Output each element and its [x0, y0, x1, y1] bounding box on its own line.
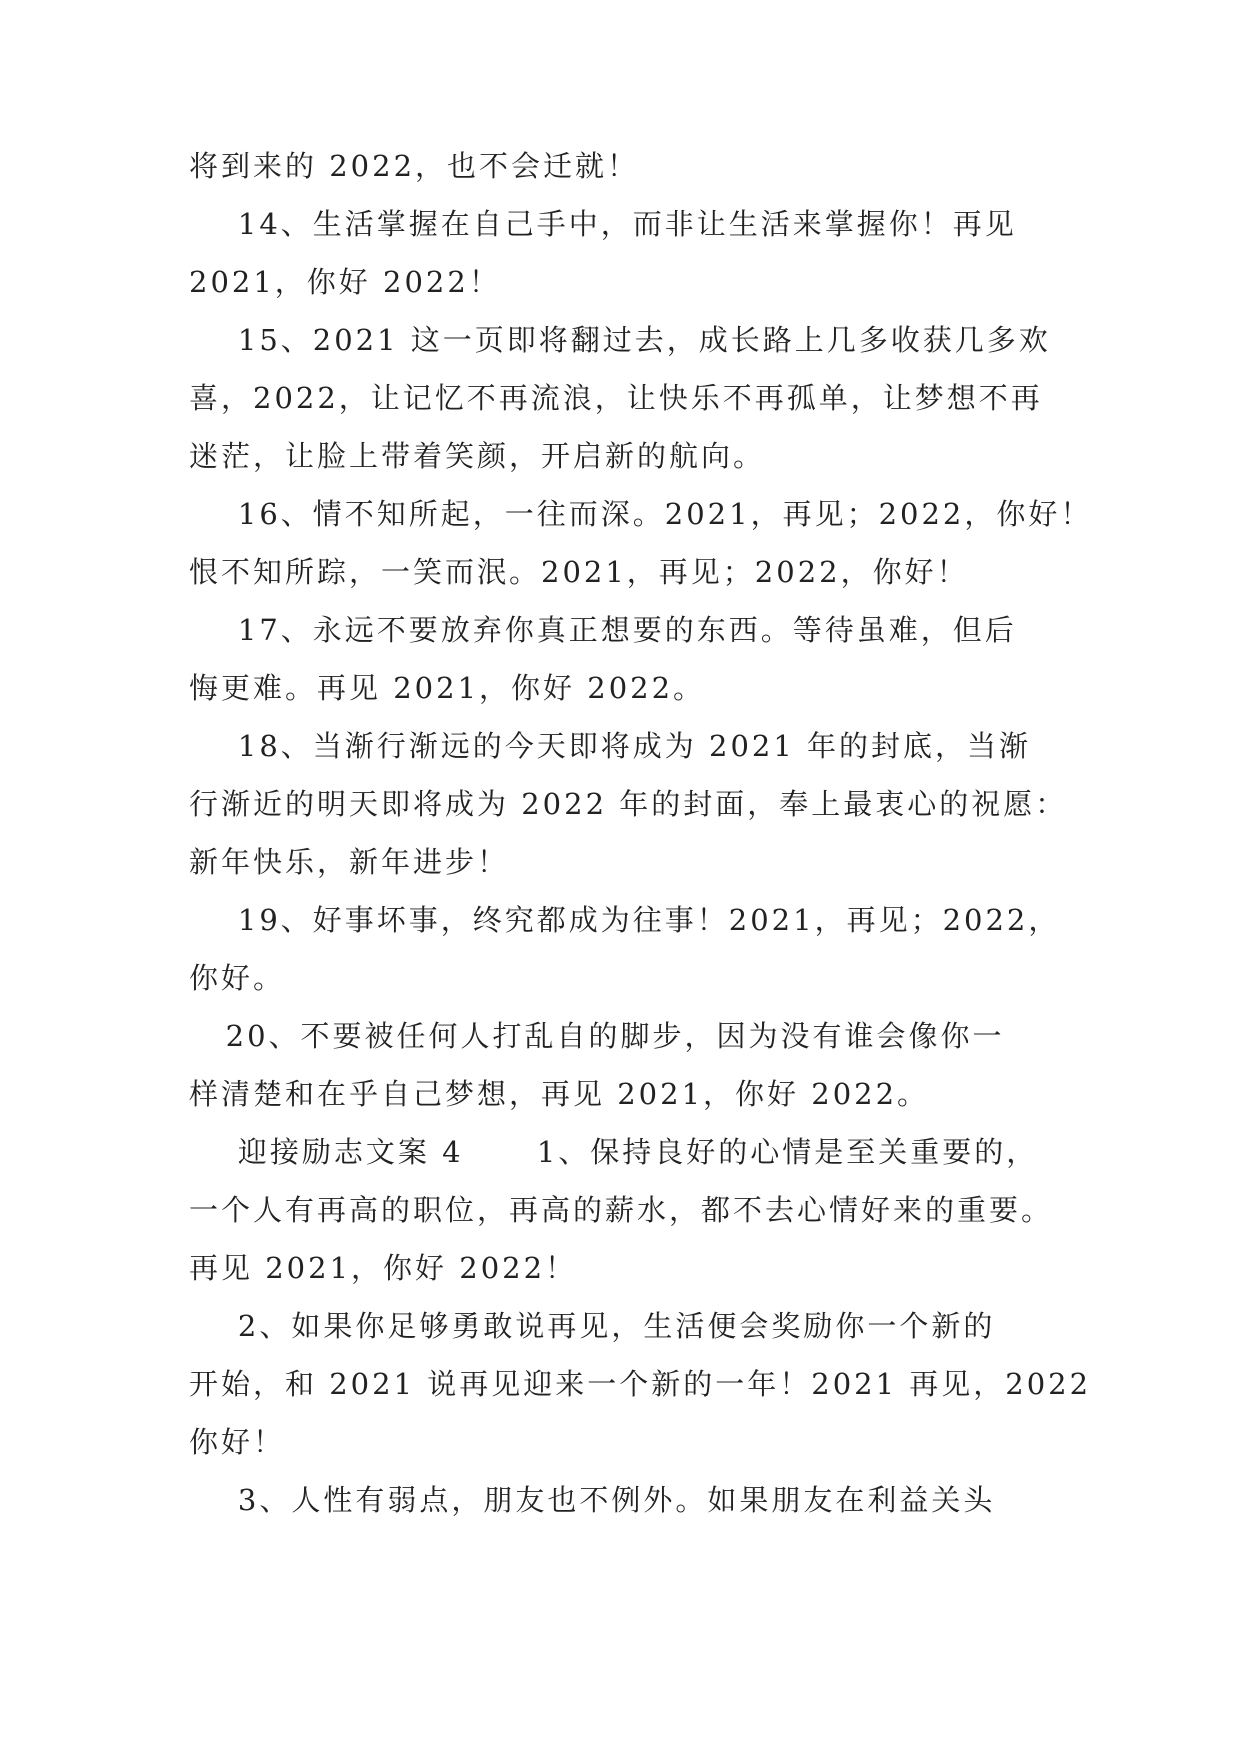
text-line: 你好！	[189, 1425, 286, 1459]
text-line: 你好。	[189, 961, 286, 995]
text-line: 2021，你好 2022！	[189, 265, 501, 299]
text-line: 14、生活掌握在自己手中，而非让生活来掌握你！再见	[189, 207, 1017, 241]
text-line: 2、如果你足够勇敢说再见，生活便会奖励你一个新的	[189, 1309, 996, 1343]
text-line: 迎接励志文案 4 1、保持良好的心情是至关重要的，	[189, 1135, 1039, 1169]
text-line: 行渐近的明天即将成为 2022 年的封面，奉上最衷心的祝愿：	[189, 787, 1068, 821]
text-line: 16、情不知所起，一往而深。2021，再见；2022，你好！	[189, 497, 1093, 531]
text-line: 新年快乐，新年进步！	[189, 845, 510, 879]
text-line: 20、不要被任何人打乱自的脚步，因为没有谁会像你一	[189, 1019, 1005, 1053]
text-line: 迷茫，让脸上带着笑颜，开启新的航向。	[189, 439, 766, 473]
text-line: 恨不知所踪，一笑而泯。2021，再见；2022，你好！	[189, 555, 969, 589]
text-line: 3、人性有弱点，朋友也不例外。如果朋友在利益关头	[189, 1483, 996, 1517]
text-line: 15、2021 这一页即将翻过去，成长路上几多收获几多欢	[189, 323, 1051, 357]
text-line: 悔更难。再见 2021，你好 2022。	[189, 671, 706, 705]
text-line: 开始，和 2021 说再见迎来一个新的一年！2021 再见，2022	[189, 1367, 1092, 1401]
text-line: 18、当渐行渐远的今天即将成为 2021 年的封底，当渐	[189, 729, 1032, 763]
text-line: 17、永远不要放弃你真正想要的东西。等待虽难，但后	[189, 613, 1017, 647]
text-line: 样清楚和在乎自己梦想，再见 2021，你好 2022。	[189, 1077, 930, 1111]
text-line: 再见 2021，你好 2022！	[189, 1251, 578, 1285]
text-line: 一个人有再高的职位，再高的薪水，都不去心情好来的重要。	[189, 1193, 1054, 1227]
text-line: 将到来的 2022，也不会迁就！	[189, 149, 640, 183]
text-line: 喜，2022，让记忆不再流浪，让快乐不再孤单，让梦想不再	[189, 381, 1043, 415]
text-line: 19、好事坏事，终究都成为往事！2021，再见；2022，	[189, 903, 1061, 937]
